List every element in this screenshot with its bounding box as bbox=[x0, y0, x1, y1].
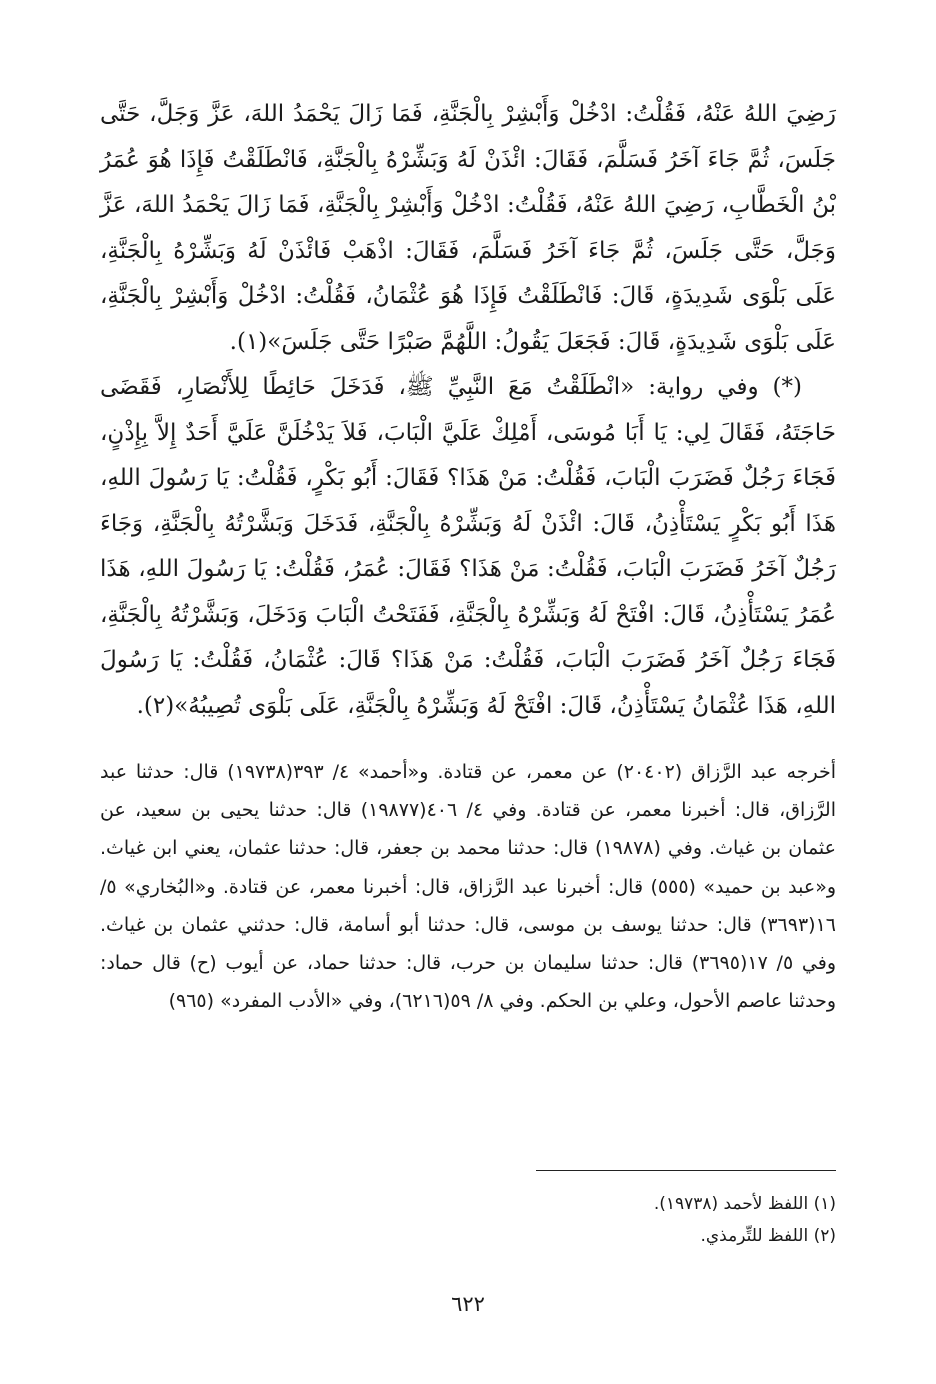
footnote-1: (١) اللفظ لأحمد (١٩٧٣٨). bbox=[653, 1194, 836, 1214]
footnote-2: (٢) اللفظ للتِّرمذي. bbox=[700, 1226, 836, 1246]
footnotes bbox=[100, 1188, 836, 1252]
takhrij-text: أخرجه عبد الرَّزاق (٢٠٤٠٢) عن معمر، عن قتادة. و«أحمد» ٤/ ٣٩٣(١٩٧٣٨) قال: حدثنا عبد الرَّزاق، قال: أخبرنا معمر، عن قتادة. وفي ٤/ ٤٠٦(١٩٨٧٧) قال: حدثنا يحيى بن سعيد، عن عثمان بن غياث. وفي (١٩٨٧٨) قال: حدثنا محمد بن جعفر، قال: حدثنا عثمان، يعني ابن غياث. و«عبد بن حميد» (٥٥٥) قال: أخبرنا عبد الرَّزاق، قال: أخبرنا معمر، عن قتادة. و«البُخاري» ٥/ ١٦(٣٦٩٣) قال: حدثنا يوسف بن موسى، قال: حدثنا أبو أسامة، قال: حدثني عثمان بن غياث. وفي ٥/ ١٧(٣٦٩٥) قال: حدثنا سليمان بن حرب، قال: حدثنا حماد، عن أيوب (ح) قال حماد: وحدثنا عاصم الأحول، وعلي بن الحكم. وفي ٨/ ٥٩(٦٢١٦)، وفي «الأدب المفرد» (٩٦٥) bbox=[100, 761, 837, 1013]
page-number: ٦٢٢ bbox=[451, 1292, 485, 1316]
hadith-text bbox=[100, 92, 836, 729]
footnote-divider bbox=[536, 1170, 836, 1171]
hadith-paragraph-2: (*) وفي رواية: «انْطَلَقْتُ مَعَ النَّبِيِّ ﷺ، فَدَخَلَ حَائِطًا لِلأَنْصَارِ، فَقَضَى حَاجَتَهُ، فَقَالَ لِي: يَا أَبَا مُوسَى، أَمْلِكْ عَلَيَّ الْبَابَ، فَلاَ يَدْخُلَنَّ عَلَيَّ أَحَدٌ إِلاَّ بِإِذْنٍ، فَجَاءَ رَجُلٌ فَضَرَبَ الْبَابَ، فَقُلْتُ: مَنْ هَذَا؟ فَقَالَ: أَبُو بَكْرٍ، فَقُلْتُ: يَا رَسُولَ اللهِ، هَذَا أَبُو بَكْرٍ يَسْتَأْذِنُ، قَالَ: ائْذَنْ لَهُ وَبَشِّرْهُ بِالْجَنَّةِ، فَدَخَلَ وَبَشَّرْتُهُ بِالْجَنَّةِ، وَجَاءَ رَجُلٌ آخَرُ فَضَرَبَ الْبَابَ، فَقُلْتُ: مَنْ هَذَا؟ فَقَالَ: عُمَرُ، فَقُلْتُ: يَا رَسُولَ اللهِ، هَذَا عُمَرُ يَسْتَأْذِنُ، قَالَ: افْتَحْ لَهُ وَبَشِّرْهُ بِالْجَنَّةِ، فَفَتَحْتُ الْبَابَ وَدَخَلَ، وَبَشَّرْتُهُ بِالْجَنَّةِ، فَجَاءَ رَجُلٌ آخَرُ فَضَرَبَ الْبَابَ، فَقُلْتُ: مَنْ هَذَا؟ قَالَ: عُثْمَانُ، فَقُلْتُ: يَا رَسُولَ اللهِ، هَذَا عُثْمَانُ يَسْتَأْذِنُ، قَالَ: افْتَحْ لَهُ وَبَشِّرْهُ بِالْجَنَّةِ، عَلَى بَلْوَى تُصِيبُهُ»(٢). bbox=[100, 374, 836, 719]
hadith-paragraph-1: رَضِيَ اللهُ عَنْهُ، فَقُلْتُ: ادْخُلْ وَأَبْشِرْ بِالْجَنَّةِ، فَمَا زَالَ يَحْمَدُ اللهَ، عَزَّ وَجَلَّ، حَتَّى جَلَسَ، ثُمَّ جَاءَ آخَرُ فَسَلَّمَ، فَقَالَ: ائْذَنْ لَهُ وَبَشِّرْهُ بِالْجَنَّةِ، فَانْطَلَقْتُ فَإِذَا هُوَ عُمَرُ بْنُ الْخَطَّابِ، رَضِيَ اللهُ عَنْهُ، فَقُلْتُ: ادْخُلْ وَأَبْشِرْ بِالْجَنَّةِ، فَمَا زَالَ يَحْمَدُ اللهَ، عَزَّ وَجَلَّ، حَتَّى جَلَسَ، ثُمَّ جَاءَ آخَرُ فَسَلَّمَ، فَقَالَ: اذْهَبْ فَائْذَنْ لَهُ وَبَشِّرْهُ بِالْجَنَّةِ، عَلَى بَلْوَى شَدِيدَةٍ، قَالَ: فَانْطَلَقْتُ فَإِذَا هُوَ عُثْمَانُ، فَقُلْتُ: ادْخُلْ وَأَبْشِرْ بِالْجَنَّةِ، عَلَى بَلْوَى شَدِيدَةٍ، قَالَ: فَجَعَلَ يَقُولُ: اللَّهُمَّ صَبْرًا حَتَّى جَلَسَ»(١). bbox=[100, 101, 836, 355]
